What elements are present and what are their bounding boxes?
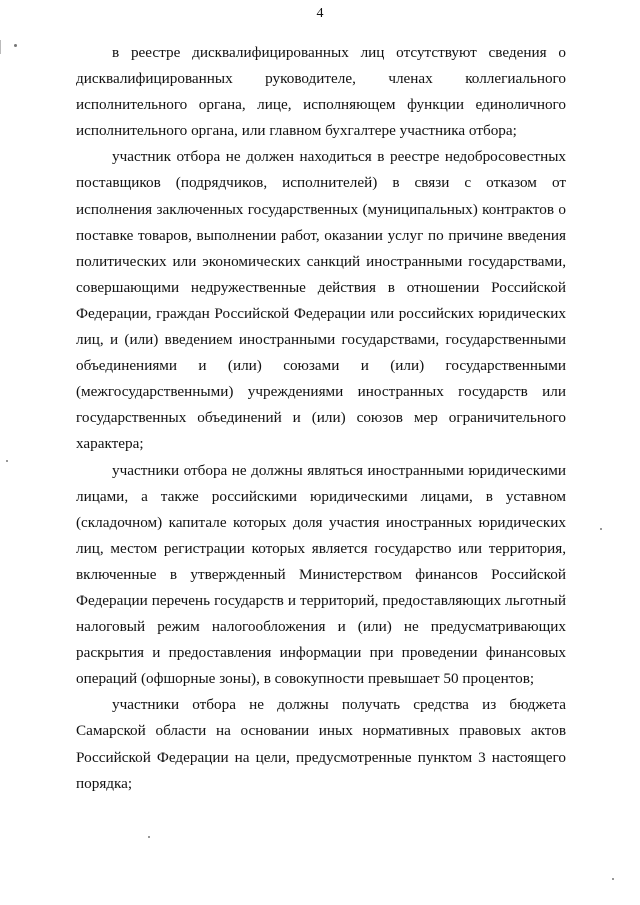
scan-speck	[600, 528, 602, 530]
scan-speck	[148, 836, 150, 838]
paragraph-budget-funds: участники отбора не должны получать средства из бюджета Самарской области на основании иных нормативных правовых актов Российской Федерации на цели, предусмотренные пунктом 3 настоящего порядка;	[76, 696, 566, 792]
scan-speck	[6, 460, 8, 462]
document-body	[76, 40, 566, 797]
scan-speck	[612, 878, 614, 880]
page-number: 4	[316, 6, 324, 21]
paragraph-unscrupulous-suppliers: участник отбора не должен находиться в реестре недобросовестных поставщиков (подрядчиков, исполнителей) в связи с отказом от исполнения заключенных государственных (муниципальных) контрактов о поставке товаров, выполнении работ, оказании услуг по причине введения политических или экономических санкций иностранными государствами, совершающими недружественные действия в отношении Российской Федерации, граждан Российской Федерации или российских юридических лиц, и (или) введением иностранными государствами, государственными объединениями и (или) союзами и (или) государственными (межгосударственными) учреждениями иностранных государств или государственных объединений и (или) союзов мер ограничительного характера;	[76, 148, 566, 453]
paragraph-foreign-entities: участники отбора не должны являться иностранными юридическими лицами, а также российскими юридическими лицами, в уставном (складочном) капитале которых доля участия иностранных юридических лиц, местом регистрации которых является государство или территория, включенные в утвержденный Министерством финансов Российской Федерации перечень государств и территорий, предоставляющих льготный налоговый режим налогообложения и (или) не предусматривающих раскрытия и предоставления информации при проведении финансовых операций (офшорные зоны), в совокупности превышает 50 процентов;	[76, 461, 566, 688]
scan-edge-mark	[0, 40, 1, 54]
scan-speck	[14, 44, 17, 47]
paragraph-disqualified-persons: в реестре дисквалифицированных лиц отсутствуют сведения о дисквалифицированных руководителе, членах коллегиального исполнительного органа, лице, исполняющем функции единоличного исполнительного органа, или главном бухгалтере участника отбора;	[76, 44, 566, 140]
